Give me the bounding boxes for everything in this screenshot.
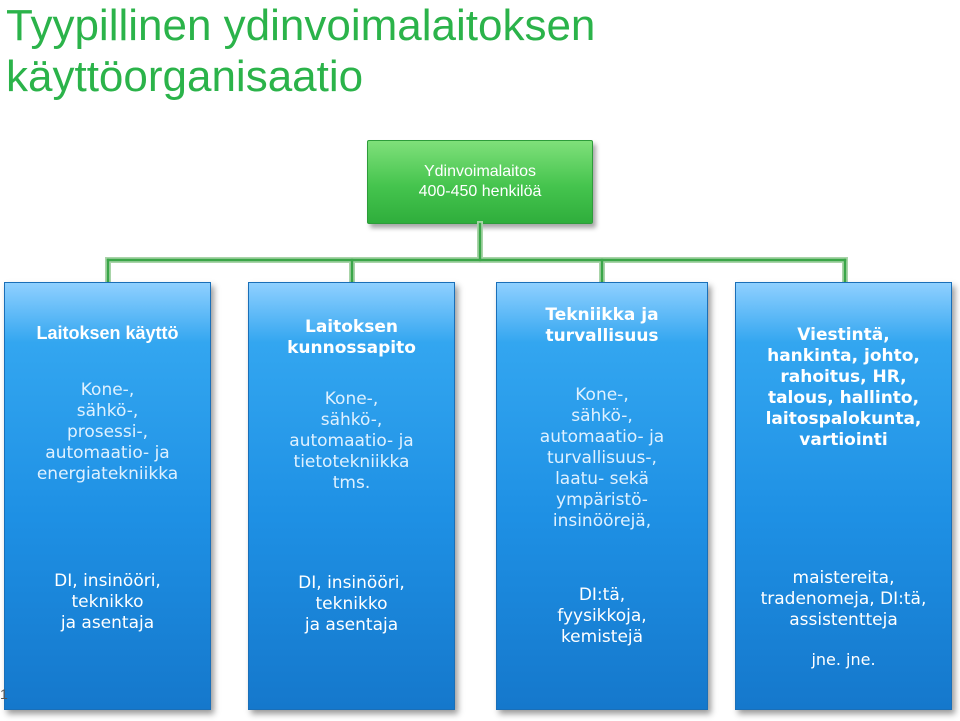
department-field-line: Kone-,	[80, 380, 135, 400]
department-staff	[736, 568, 951, 631]
department-staff-line: ja asentaja	[304, 615, 399, 635]
department-field-line: turvallisuus-,	[547, 448, 657, 468]
page-title-line-1: Tyypillinen ydinvoimalaitoksen	[6, 1, 596, 50]
department-fields	[249, 389, 454, 494]
department-title-line: Viestintä,	[797, 325, 890, 345]
department-field-line: sähkö-,	[320, 410, 383, 430]
department-title	[249, 317, 454, 359]
department-field-line: automaatio- ja	[45, 443, 170, 463]
department-staff-line: tradenomeja, DI:tä,	[760, 589, 927, 609]
department-staff	[5, 571, 210, 634]
department-fields	[497, 385, 707, 532]
department-staff-line: kemistejä	[560, 627, 644, 647]
department-staff-etc: jne. jne.	[811, 650, 876, 669]
department-box-laitoksen-kaytto	[4, 282, 211, 710]
department-title-line: rahoitus, HR,	[780, 367, 907, 387]
page-title-line-2: käyttöorganisaatio	[6, 52, 364, 101]
department-staff-line: ja asentaja	[60, 613, 155, 633]
root-node-name: Ydinvoimalaitos	[423, 163, 537, 180]
department-field-line: energiatekniikka	[36, 464, 179, 484]
department-field-line: insinöörejä,	[552, 511, 652, 531]
department-field-line: sähkö-,	[571, 406, 633, 426]
department-box-laitoksen-kunnossapito	[248, 282, 455, 710]
department-title-line: turvallisuus	[545, 326, 659, 346]
department-title-line: laitospalokunta,	[765, 409, 922, 429]
department-staff-line: assistentteja	[789, 610, 898, 630]
department-field-line: laatu- sekä	[555, 469, 649, 489]
root-node-staff-count: 400-450 henkilöä	[418, 183, 542, 200]
department-staff-line: fyysikkoja,	[557, 606, 647, 626]
department-title	[497, 305, 707, 347]
department-field-line: Kone-,	[575, 385, 629, 405]
department-title	[736, 325, 951, 451]
department-title-line: kunnossapito	[287, 338, 416, 358]
department-title-line: hankinta, johto,	[767, 346, 920, 366]
department-staff-line: teknikko	[71, 592, 144, 612]
department-field-line: tietotekniikka	[293, 452, 410, 472]
department-staff-line: teknikko	[315, 594, 388, 614]
department-staff-line: DI:tä,	[578, 585, 626, 605]
root-node-box	[367, 140, 593, 224]
department-title-line: talous, hallinto,	[767, 388, 920, 408]
department-staff-line: DI, insinööri,	[298, 573, 405, 593]
department-title-line: vartiointi	[799, 430, 888, 450]
department-fields	[5, 380, 210, 485]
department-field-line: ympäristö-	[556, 490, 648, 510]
department-staff-line: maistereita,	[792, 568, 895, 588]
department-box-tekniikka-ja-turvallisuus	[496, 282, 708, 710]
department-box-hallinto-ja-tuki	[735, 282, 952, 710]
department-field-line: prosessi-,	[66, 422, 149, 442]
department-field-line: automaatio- ja	[539, 427, 665, 447]
page-number: 1	[0, 686, 8, 702]
department-title	[5, 323, 210, 344]
department-staff	[249, 573, 454, 636]
department-field-line: Kone-,	[324, 389, 379, 409]
department-field-line: automaatio- ja	[289, 431, 414, 451]
department-staff-line: DI, insinööri,	[54, 571, 161, 591]
department-field-line: sähkö-,	[76, 401, 139, 421]
page-title	[6, 0, 946, 102]
department-title-line: Laitoksen käyttö	[36, 323, 179, 343]
department-staff	[497, 585, 707, 648]
department-field-line: tms.	[332, 473, 371, 493]
department-title-line: Tekniikka ja	[545, 305, 659, 325]
department-title-line: Laitoksen	[305, 317, 398, 337]
